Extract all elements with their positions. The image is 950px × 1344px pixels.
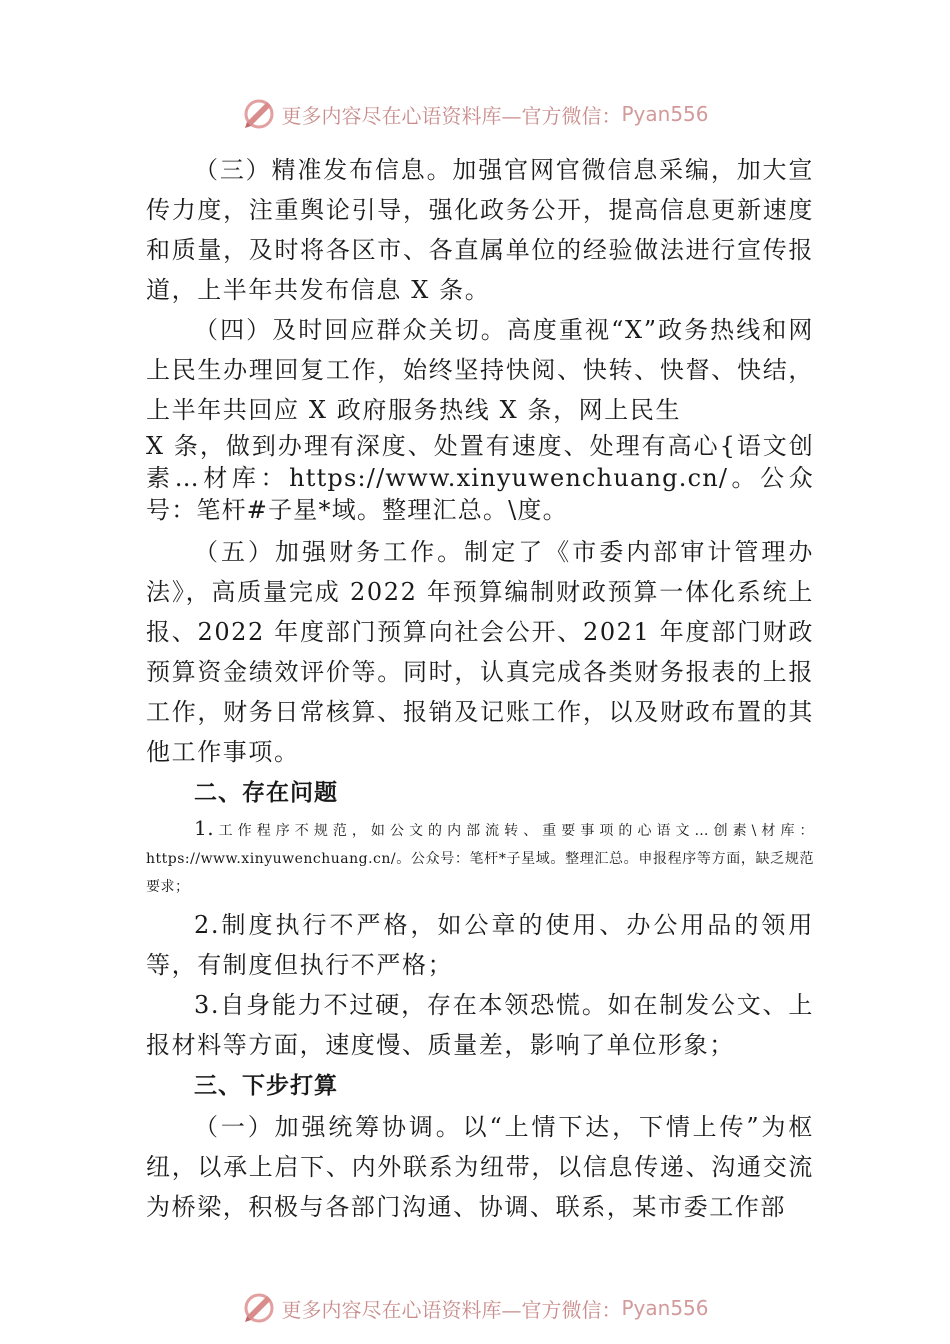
problem-item-2: 2.制度执行不严格，如公章的使用、办公用品的领用等，有制度但执行不严格； <box>146 911 814 979</box>
paragraph-finance-work: （五）加强财务工作。制定了《市委内部审计管理办法》，高质量完成 2022 年预算编制财政预算一体化系统上报、2022 年度部门预算向社会公开、2021 年度部门财政预算资金绩效评价等。同时，认真完成各类财务报表的上报工作，财务日常核算、报销及记账工作，以及财政布置的其他工作事项。 <box>146 538 814 766</box>
document-body <box>146 150 814 1227</box>
paragraph-public-response: （四）及时回应群众关切。高度重视“X”政务热线和网上民生办理回复工作，始终坚持快阅、快转、快督、快结，上半年共回应 X 政府服务热线 X 条，网上民生 <box>146 316 814 424</box>
section-heading-next-steps: 三、下步打算 <box>194 1073 338 1099</box>
problem-item-1-number: 1. <box>194 816 215 840</box>
pen-logo-icon <box>241 96 277 132</box>
section-heading-problems: 二、存在问题 <box>194 780 338 806</box>
watermark-text: 更多内容尽在心语资料库—官方微信： <box>281 1297 622 1322</box>
paragraph-publish-info: （三）精准发布信息。加强官网官微信息采编，加大宣传力度，注重舆论引导，强化政务公开，提高信息更新速度和质量，及时将各区市、各直属单位的经验做法进行宣传报道，上半年共发布信息 X 条。 <box>146 156 814 304</box>
watermark-wechat-id: Pyan556 <box>621 102 709 126</box>
problem-item-1 <box>146 814 814 901</box>
problem-item-1-text: 工作程序不规范，如公文的内部流转、重要事项的心语文…创素\材库：https://www.xinyuwenchuang.cn/。公众号：笔杆*子星域。整理汇总。申报程序等方面，缺乏规范要求； <box>146 823 814 895</box>
watermark-header <box>0 94 950 134</box>
watermark-wechat-id: Pyan556 <box>621 1296 709 1320</box>
watermark-text: 更多内容尽在心语资料库—官方微信： <box>281 103 622 128</box>
pen-logo-icon <box>241 1290 277 1326</box>
problem-item-3: 3.自身能力不过硬，存在本领恐慌。如在制发公文、上报材料等方面，速度慢、质量差，影响了单位形象； <box>146 991 814 1059</box>
paragraph-coordination: （一）加强统筹协调。以“上情下达，下情上传”为枢纽，以承上启下、内外联系为纽带，以信息传递、沟通交流为桥梁，积极与各部门沟通、协调、联系，某市委工作部 <box>146 1113 814 1221</box>
paragraph-public-response-cont: X 条，做到办理有深度、处置有速度、处理有高心{语文创素…材库：https://www.xinyuwenchuang.cn/。公众号：笔杆#子星*域。整理汇总。\度。 <box>146 432 814 524</box>
watermark-footer <box>0 1288 950 1328</box>
